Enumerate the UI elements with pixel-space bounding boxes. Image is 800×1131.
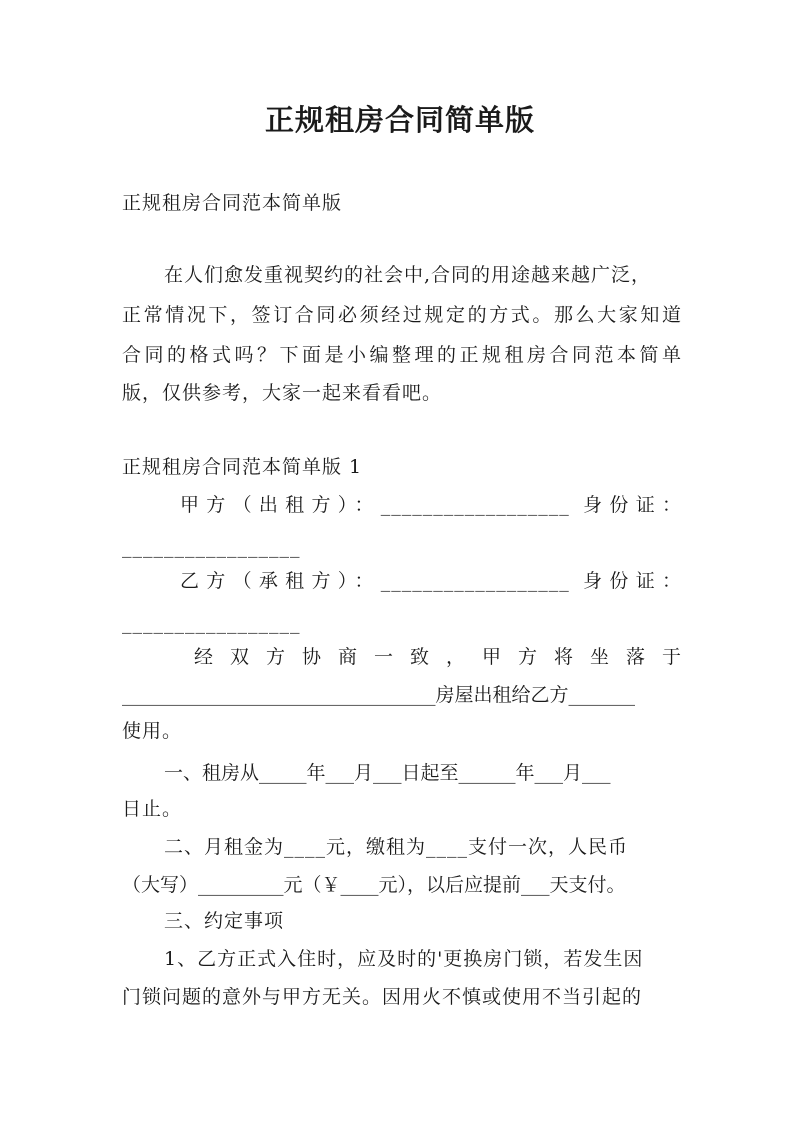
clause-3-title: 三、约定事项 — [164, 910, 285, 932]
intro-line-4: 版，仅供参考，大家一起来看看吧。 — [122, 382, 443, 404]
intro-line-2: 正常情况下，签订合同必须经过规定的方式。那么大家知道 — [122, 304, 682, 326]
clause-1-line-2: 日止。 — [122, 798, 183, 820]
clause-2-line-1: 二、月租金为____元，缴租为____支付一次，人民币 — [164, 836, 629, 858]
clause-1-line-1: 一、租房从_____年___月___日起至______年___月___ — [164, 762, 611, 784]
clause-2-line-2: （大写）_________元（￥____元），以后应提前___天支付。 — [122, 874, 626, 896]
clause-3-item-1-line-1: 1、乙方正式入住时，应及时的'更换房门锁，若发生因 — [164, 948, 644, 970]
agreement-line-1: 经双方协商一致，甲方将坐落于 — [194, 646, 682, 668]
agreement-line-3: 使用。 — [122, 720, 183, 742]
party-b-line: 乙方（承租方）：__________________ 身份证： — [180, 570, 682, 592]
party-a-id-blank: _________________ — [122, 536, 301, 558]
intro-line-1: 在人们愈发重视契约的社会中,合同的用途越来越广泛， — [164, 264, 652, 286]
agreement-line-2: _________________________________房屋出租给乙方_______ — [122, 684, 636, 706]
intro-line-3: 合同的格式吗？下面是小编整理的正规租房合同范本简单 — [122, 344, 682, 366]
party-a-line: 甲方（出租方）：__________________ 身份证： — [180, 494, 682, 516]
section-title: 正规租房合同范本简单版 1 — [122, 456, 363, 478]
document-title: 正规租房合同简单版 — [264, 103, 535, 137]
document-subtitle: 正规租房合同范本简单版 — [122, 192, 343, 214]
clause-3-item-1-line-2: 门锁问题的意外与甲方无关。因用火不慎或使用不当引起的 — [122, 986, 643, 1008]
party-b-id-blank: _________________ — [122, 612, 301, 634]
